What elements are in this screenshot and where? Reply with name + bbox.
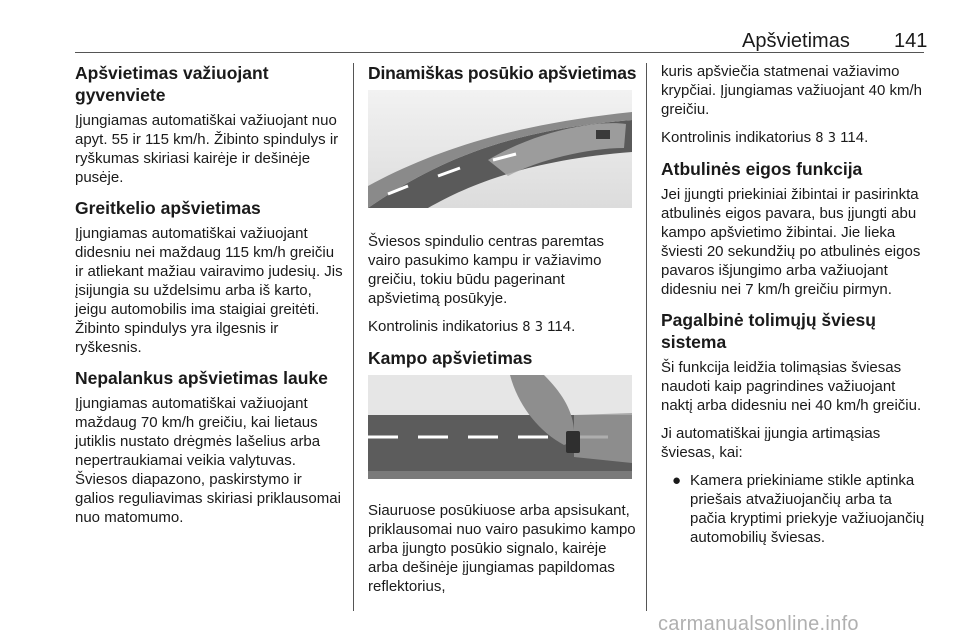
indicator-label: Kontrolinis indikatorius bbox=[661, 129, 812, 146]
list-item bbox=[661, 471, 929, 547]
bullet-list bbox=[661, 471, 929, 547]
text-motorway-lighting: Įjungiamas automatiškai važiuojant didesniu nei maždaug 115 km/h greičiu ir atliekant mažiau vairavimo judesių. Jis įsijungia su uždelsimu arba iš karto, jeigu automobilis ima staigiai greitėti. Žibinto spindulys yra ilgesnis ir ryškesnis. bbox=[75, 225, 343, 356]
indicator-ref-col3 bbox=[661, 128, 929, 148]
figure-curve-lighting bbox=[368, 90, 632, 208]
page-number: 141 bbox=[894, 30, 928, 52]
heading-adverse-weather-lighting: Nepalankus apšvietimas lauke bbox=[75, 368, 328, 388]
heading-high-beam-assist: Pagalbinė tolimųjų šviesų sistema bbox=[661, 310, 876, 352]
column-2 bbox=[368, 62, 636, 605]
heading-corner-lighting: Kampo apšvietimas bbox=[368, 348, 533, 368]
heading-reverse-function: Atbulinės eigos funkcija bbox=[661, 159, 863, 179]
column-divider-1 bbox=[353, 63, 354, 611]
text-corner-lighting-continued: kuris apšviečia statmenai važiavimo krypčiai. Įjungiamas važiuojant 40 km/h greičiu. bbox=[661, 63, 922, 118]
indicator-ref-col2 bbox=[368, 317, 636, 337]
indicator-page: 114. bbox=[840, 129, 869, 146]
column-divider-2 bbox=[646, 63, 647, 611]
heading-dynamic-curve-lighting: Dinamiškas posūkio apšvietimas bbox=[368, 63, 637, 83]
column-3 bbox=[661, 62, 929, 547]
page-ref-arrow-icon: 3 bbox=[534, 320, 543, 335]
text-high-beam-assist-2: Ji automatiškai įjungia artimąsias šviesas, kai: bbox=[661, 425, 881, 461]
heading-city-lighting: Apšvietimas važiuojant gyvenviete bbox=[75, 63, 269, 105]
text-reverse-function: Jei įjungti priekiniai žibintai ir pasirinkta atbulinės eigos pavara, bus įjungti abu kampo apšvietimo žibintai. Jie lieka šviesti 20 sekundžių po atbulinės eigos pavaros išjungimo arba važiuojant didesniu nei 7 km/h greičiu pirmyn. bbox=[661, 186, 921, 298]
text-high-beam-assist-1: Ši funkcija leidžia tolimąsias šviesas naudoti kaip pagrindines važiuojant naktį arba didesniu nei 40 km/h greičiu. bbox=[661, 359, 922, 414]
watermark: carmanualsonline.info bbox=[658, 613, 859, 635]
text-adverse-weather-lighting: Įjungiamas automatiškai važiuojant maždaug 70 km/h greičiu, kai lietaus jutiklis nustato drėgmės lašelius arba nepertraukiamai veikia valytuvas. Šviesos diapazono, paskirstymo ir galios reguliavimas skiriasi priklausomai nuo matomumo. bbox=[75, 395, 341, 526]
page-ref-arrow-icon: 3 bbox=[827, 131, 836, 146]
header-title: Apšvietimas bbox=[742, 30, 850, 52]
indicator-label: Kontrolinis indikatorius bbox=[368, 318, 519, 335]
list-item-text: Kamera priekiniame stikle aptinka priešais atvažiuojančių arba ta pačia kryptimi priekyje važiuojančių automobilių šviesas. bbox=[690, 472, 925, 546]
heading-motorway-lighting: Greitkelio apšvietimas bbox=[75, 198, 261, 218]
figure-corner-lighting bbox=[368, 375, 632, 479]
corner-lighting-illustration bbox=[368, 375, 632, 479]
bullet-icon: ● bbox=[672, 472, 682, 489]
text-dynamic-curve-lighting: Šviesos spindulio centras paremtas vairo pasukimo kampu ir važiavimo greičiu, tokiu būdu pagerinant apšvietimą posūkyje. bbox=[368, 233, 604, 307]
text-corner-lighting: Siauruose posūkiuose arba apsisukant, priklausomai nuo vairo pasukimo kampo arba įjungto posūkio signalo, kairėje arba dešinėje įjungiamas papildomas reflektorius, bbox=[368, 502, 636, 595]
text-city-lighting: Įjungiamas automatiškai važiuojant nuo apyt. 55 ir 115 km/h. Žibinto spindulys ir ryškumas skiriasi kairėje ir dešinėje pusėje. bbox=[75, 112, 339, 186]
curve-lighting-illustration bbox=[368, 90, 632, 208]
page-header bbox=[0, 30, 960, 58]
indicator-page: 114. bbox=[547, 318, 576, 335]
light-indicator-icon: 8 bbox=[522, 320, 531, 335]
header-rule bbox=[75, 52, 924, 53]
column-1 bbox=[75, 62, 343, 536]
light-indicator-icon: 8 bbox=[815, 131, 824, 146]
